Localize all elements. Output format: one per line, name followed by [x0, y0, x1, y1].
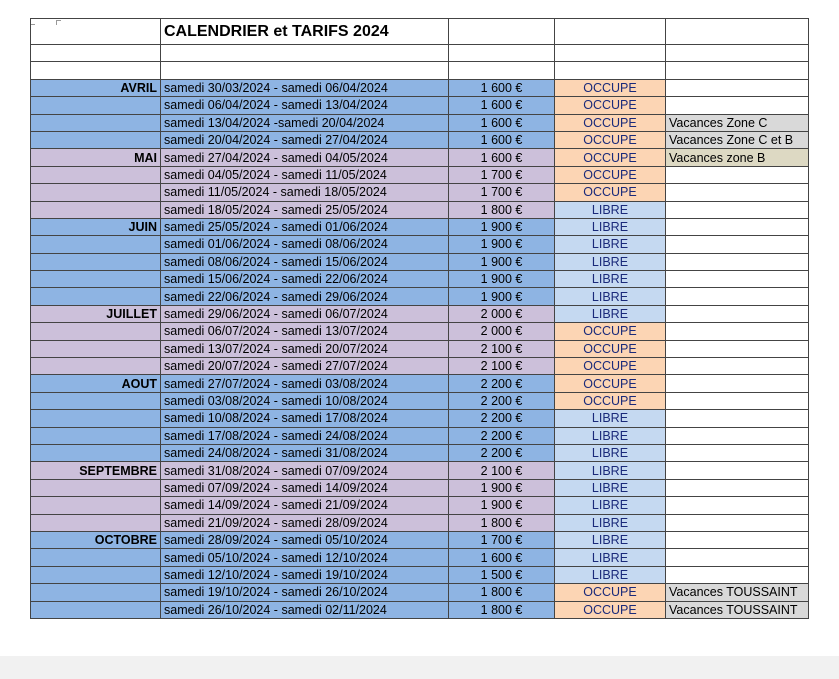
dates-cell[interactable]: samedi 20/04/2024 - samedi 27/04/2024 — [161, 131, 449, 148]
table-row — [31, 566, 809, 583]
price-cell[interactable]: 1 900 € — [449, 218, 555, 235]
table-row — [31, 514, 809, 531]
dates-cell[interactable]: samedi 10/08/2024 - samedi 17/08/2024 — [161, 410, 449, 427]
status-cell[interactable]: OCCUPE — [555, 166, 666, 183]
table-row — [31, 253, 809, 270]
blank-cell[interactable] — [666, 62, 809, 79]
month-cell[interactable] — [31, 497, 161, 514]
status-cell[interactable]: OCCUPE — [555, 340, 666, 357]
dates-cell[interactable]: samedi 05/10/2024 - samedi 12/10/2024 — [161, 549, 449, 566]
note-cell[interactable] — [666, 444, 809, 461]
table-row — [31, 271, 809, 288]
status-cell[interactable]: LIBRE — [555, 566, 666, 583]
dates-cell[interactable]: samedi 01/06/2024 - samedi 08/06/2024 — [161, 236, 449, 253]
bottom-bar — [0, 656, 839, 679]
month-cell[interactable] — [31, 479, 161, 496]
table-row — [31, 375, 809, 392]
month-cell[interactable] — [31, 253, 161, 270]
table-row — [31, 184, 809, 201]
page-title: CALENDRIER et TARIFS 2024 — [161, 19, 449, 45]
price-cell[interactable]: 2 200 € — [449, 444, 555, 461]
table-row — [31, 410, 809, 427]
status-cell[interactable]: LIBRE — [555, 531, 666, 548]
blank-cell[interactable] — [555, 62, 666, 79]
note-cell[interactable] — [666, 479, 809, 496]
note-cell[interactable] — [666, 566, 809, 583]
price-cell[interactable]: 1 900 € — [449, 253, 555, 270]
dates-cell[interactable]: samedi 26/10/2024 - samedi 02/11/2024 — [161, 601, 449, 618]
price-cell[interactable]: 2 100 € — [449, 358, 555, 375]
table-row — [31, 392, 809, 409]
month-cell[interactable] — [31, 514, 161, 531]
month-cell[interactable]: JUIN — [31, 218, 161, 235]
note-cell[interactable] — [666, 375, 809, 392]
calendar-pricing-table — [30, 18, 809, 619]
note-cell[interactable] — [666, 79, 809, 96]
note-cell[interactable] — [666, 549, 809, 566]
table-row — [31, 79, 809, 96]
status-cell[interactable]: OCCUPE — [555, 131, 666, 148]
table-row — [31, 531, 809, 548]
status-cell[interactable]: OCCUPE — [555, 375, 666, 392]
table-row — [31, 305, 809, 322]
month-cell[interactable] — [31, 97, 161, 114]
price-cell[interactable]: 2 100 € — [449, 340, 555, 357]
blank-cell[interactable] — [449, 62, 555, 79]
blank-cell[interactable] — [31, 45, 161, 62]
note-cell[interactable] — [666, 97, 809, 114]
month-cell[interactable] — [31, 114, 161, 131]
note-cell[interactable]: Vacances zone B — [666, 149, 809, 166]
note-cell[interactable] — [666, 514, 809, 531]
status-cell[interactable]: OCCUPE — [555, 149, 666, 166]
table-row — [31, 479, 809, 496]
note-cell[interactable] — [666, 271, 809, 288]
blank-cell[interactable] — [31, 19, 161, 45]
note-cell[interactable] — [666, 305, 809, 322]
status-cell[interactable]: OCCUPE — [555, 79, 666, 96]
price-cell[interactable]: 1 600 € — [449, 79, 555, 96]
dates-cell[interactable]: samedi 27/04/2024 - samedi 04/05/2024 — [161, 149, 449, 166]
dates-cell[interactable]: samedi 24/08/2024 - samedi 31/08/2024 — [161, 444, 449, 461]
dates-cell[interactable]: samedi 25/05/2024 - samedi 01/06/2024 — [161, 218, 449, 235]
price-cell[interactable]: 1 800 € — [449, 514, 555, 531]
status-cell[interactable]: LIBRE — [555, 288, 666, 305]
table-row — [31, 427, 809, 444]
blank-cell[interactable] — [449, 45, 555, 62]
month-cell[interactable] — [31, 410, 161, 427]
note-cell[interactable] — [666, 236, 809, 253]
table-row — [31, 462, 809, 479]
price-cell[interactable]: 1 600 € — [449, 114, 555, 131]
month-cell[interactable] — [31, 323, 161, 340]
dates-cell[interactable]: samedi 13/07/2024 - samedi 20/07/2024 — [161, 340, 449, 357]
dates-cell[interactable]: samedi 19/10/2024 - samedi 26/10/2024 — [161, 584, 449, 601]
table-row — [31, 497, 809, 514]
status-cell[interactable]: LIBRE — [555, 271, 666, 288]
price-cell[interactable]: 1 800 € — [449, 201, 555, 218]
table-row — [31, 549, 809, 566]
price-cell[interactable]: 1 600 € — [449, 549, 555, 566]
month-cell[interactable]: JUILLET — [31, 305, 161, 322]
blank-cell[interactable] — [555, 45, 666, 62]
table-row — [31, 114, 809, 131]
table-row — [31, 218, 809, 235]
blank-cell[interactable] — [161, 62, 449, 79]
month-cell[interactable]: SEPTEMBRE — [31, 462, 161, 479]
price-cell[interactable]: 1 900 € — [449, 479, 555, 496]
price-cell[interactable]: 2 200 € — [449, 375, 555, 392]
blank-cell[interactable] — [666, 45, 809, 62]
status-cell[interactable]: LIBRE — [555, 479, 666, 496]
dates-cell[interactable]: samedi 13/04/2024 -samedi 20/04/2024 — [161, 114, 449, 131]
month-cell[interactable] — [31, 566, 161, 583]
dates-cell[interactable]: samedi 11/05/2024 - samedi 18/05/2024 — [161, 184, 449, 201]
price-cell[interactable]: 2 000 € — [449, 305, 555, 322]
price-cell[interactable]: 1 700 € — [449, 166, 555, 183]
dates-cell[interactable]: samedi 20/07/2024 - samedi 27/07/2024 — [161, 358, 449, 375]
month-cell[interactable] — [31, 427, 161, 444]
month-cell[interactable] — [31, 131, 161, 148]
table-row — [31, 584, 809, 601]
price-cell[interactable]: 1 900 € — [449, 236, 555, 253]
status-cell[interactable]: OCCUPE — [555, 97, 666, 114]
dates-cell[interactable]: samedi 03/08/2024 - samedi 10/08/2024 — [161, 392, 449, 409]
blank-cell[interactable] — [666, 19, 809, 45]
table-row — [31, 340, 809, 357]
price-cell[interactable]: 2 100 € — [449, 462, 555, 479]
table-row — [31, 131, 809, 148]
month-cell[interactable] — [31, 601, 161, 618]
table-row — [31, 97, 809, 114]
month-cell[interactable] — [31, 549, 161, 566]
note-cell[interactable] — [666, 201, 809, 218]
status-cell[interactable]: OCCUPE — [555, 584, 666, 601]
dates-cell[interactable]: samedi 04/05/2024 - samedi 11/05/2024 — [161, 166, 449, 183]
dates-cell[interactable]: samedi 06/07/2024 - samedi 13/07/2024 — [161, 323, 449, 340]
price-cell[interactable]: 1 700 € — [449, 531, 555, 548]
status-cell[interactable]: LIBRE — [555, 549, 666, 566]
dates-cell[interactable]: samedi 27/07/2024 - samedi 03/08/2024 — [161, 375, 449, 392]
note-cell[interactable] — [666, 427, 809, 444]
note-cell[interactable]: Vacances TOUSSAINT — [666, 601, 809, 618]
dates-cell[interactable]: samedi 21/09/2024 - samedi 28/09/2024 — [161, 514, 449, 531]
note-cell[interactable] — [666, 531, 809, 548]
note-cell[interactable] — [666, 358, 809, 375]
price-cell[interactable]: 2 200 € — [449, 410, 555, 427]
month-cell[interactable]: OCTOBRE — [31, 531, 161, 548]
table-row — [31, 201, 809, 218]
note-cell[interactable] — [666, 392, 809, 409]
month-cell[interactable] — [31, 236, 161, 253]
table-row — [31, 166, 809, 183]
price-cell[interactable]: 2 000 € — [449, 323, 555, 340]
dates-cell[interactable]: samedi 08/06/2024 - samedi 15/06/2024 — [161, 253, 449, 270]
status-cell[interactable]: LIBRE — [555, 427, 666, 444]
blank-row — [31, 45, 809, 62]
note-cell[interactable] — [666, 340, 809, 357]
price-cell[interactable]: 1 600 € — [449, 131, 555, 148]
status-cell[interactable]: OCCUPE — [555, 114, 666, 131]
price-cell[interactable]: 1 700 € — [449, 184, 555, 201]
blank-cell[interactable] — [449, 19, 555, 45]
price-cell[interactable]: 1 800 € — [449, 601, 555, 618]
note-cell[interactable] — [666, 410, 809, 427]
month-cell[interactable] — [31, 271, 161, 288]
dates-cell[interactable]: samedi 17/08/2024 - samedi 24/08/2024 — [161, 427, 449, 444]
status-cell[interactable]: LIBRE — [555, 201, 666, 218]
note-cell[interactable] — [666, 288, 809, 305]
status-cell[interactable]: OCCUPE — [555, 392, 666, 409]
month-cell[interactable] — [31, 166, 161, 183]
month-cell[interactable]: AOUT — [31, 375, 161, 392]
dates-cell[interactable]: samedi 14/09/2024 - samedi 21/09/2024 — [161, 497, 449, 514]
blank-row — [31, 62, 809, 79]
dates-cell[interactable]: samedi 18/05/2024 - samedi 25/05/2024 — [161, 201, 449, 218]
blank-cell[interactable] — [555, 19, 666, 45]
price-cell[interactable]: 1 900 € — [449, 288, 555, 305]
blank-cell[interactable] — [31, 62, 161, 79]
note-cell[interactable] — [666, 253, 809, 270]
status-cell[interactable]: LIBRE — [555, 462, 666, 479]
dates-cell[interactable]: samedi 22/06/2024 - samedi 29/06/2024 — [161, 288, 449, 305]
price-cell[interactable]: 1 500 € — [449, 566, 555, 583]
dates-cell[interactable]: samedi 06/04/2024 - samedi 13/04/2024 — [161, 97, 449, 114]
table-row — [31, 601, 809, 618]
price-cell[interactable]: 1 800 € — [449, 584, 555, 601]
price-cell[interactable]: 2 200 € — [449, 392, 555, 409]
month-cell[interactable] — [31, 184, 161, 201]
month-cell[interactable] — [31, 340, 161, 357]
price-cell[interactable]: 1 600 € — [449, 149, 555, 166]
table-row — [31, 288, 809, 305]
dates-cell[interactable]: samedi 29/06/2024 - samedi 06/07/2024 — [161, 305, 449, 322]
blank-cell[interactable] — [161, 45, 449, 62]
status-cell[interactable]: LIBRE — [555, 236, 666, 253]
dates-cell[interactable]: samedi 12/10/2024 - samedi 19/10/2024 — [161, 566, 449, 583]
dates-cell[interactable]: samedi 31/08/2024 - samedi 07/09/2024 — [161, 462, 449, 479]
dates-cell[interactable]: samedi 07/09/2024 - samedi 14/09/2024 — [161, 479, 449, 496]
month-cell[interactable] — [31, 392, 161, 409]
status-cell[interactable]: LIBRE — [555, 410, 666, 427]
status-cell[interactable]: LIBRE — [555, 218, 666, 235]
month-cell[interactable] — [31, 444, 161, 461]
dates-cell[interactable]: samedi 28/09/2024 - samedi 05/10/2024 — [161, 531, 449, 548]
note-cell[interactable]: Vacances TOUSSAINT — [666, 584, 809, 601]
note-cell[interactable] — [666, 166, 809, 183]
status-cell[interactable]: LIBRE — [555, 444, 666, 461]
month-cell[interactable] — [31, 358, 161, 375]
status-cell[interactable]: OCCUPE — [555, 358, 666, 375]
note-cell[interactable] — [666, 462, 809, 479]
note-cell[interactable] — [666, 497, 809, 514]
price-cell[interactable]: 2 200 € — [449, 427, 555, 444]
month-cell[interactable]: AVRIL — [31, 79, 161, 96]
price-cell[interactable]: 1 600 € — [449, 97, 555, 114]
table-row — [31, 444, 809, 461]
note-cell[interactable]: Vacances Zone C — [666, 114, 809, 131]
note-cell[interactable] — [666, 184, 809, 201]
price-cell[interactable]: 1 900 € — [449, 271, 555, 288]
note-cell[interactable] — [666, 218, 809, 235]
status-cell[interactable]: LIBRE — [555, 305, 666, 322]
table-row — [31, 323, 809, 340]
table-row — [31, 149, 809, 166]
note-cell[interactable] — [666, 323, 809, 340]
status-cell[interactable]: LIBRE — [555, 514, 666, 531]
status-cell[interactable]: OCCUPE — [555, 184, 666, 201]
month-cell[interactable] — [31, 201, 161, 218]
month-cell[interactable]: MAI — [31, 149, 161, 166]
price-cell[interactable]: 1 900 € — [449, 497, 555, 514]
status-cell[interactable]: OCCUPE — [555, 601, 666, 618]
table-row — [31, 236, 809, 253]
status-cell[interactable]: OCCUPE — [555, 323, 666, 340]
dates-cell[interactable]: samedi 30/03/2024 - samedi 06/04/2024 — [161, 79, 449, 96]
dates-cell[interactable]: samedi 15/06/2024 - samedi 22/06/2024 — [161, 271, 449, 288]
title-row — [31, 19, 809, 45]
note-cell[interactable]: Vacances Zone C et B — [666, 131, 809, 148]
status-cell[interactable]: LIBRE — [555, 497, 666, 514]
month-cell[interactable] — [31, 584, 161, 601]
month-cell[interactable] — [31, 288, 161, 305]
status-cell[interactable]: LIBRE — [555, 253, 666, 270]
table-row — [31, 358, 809, 375]
